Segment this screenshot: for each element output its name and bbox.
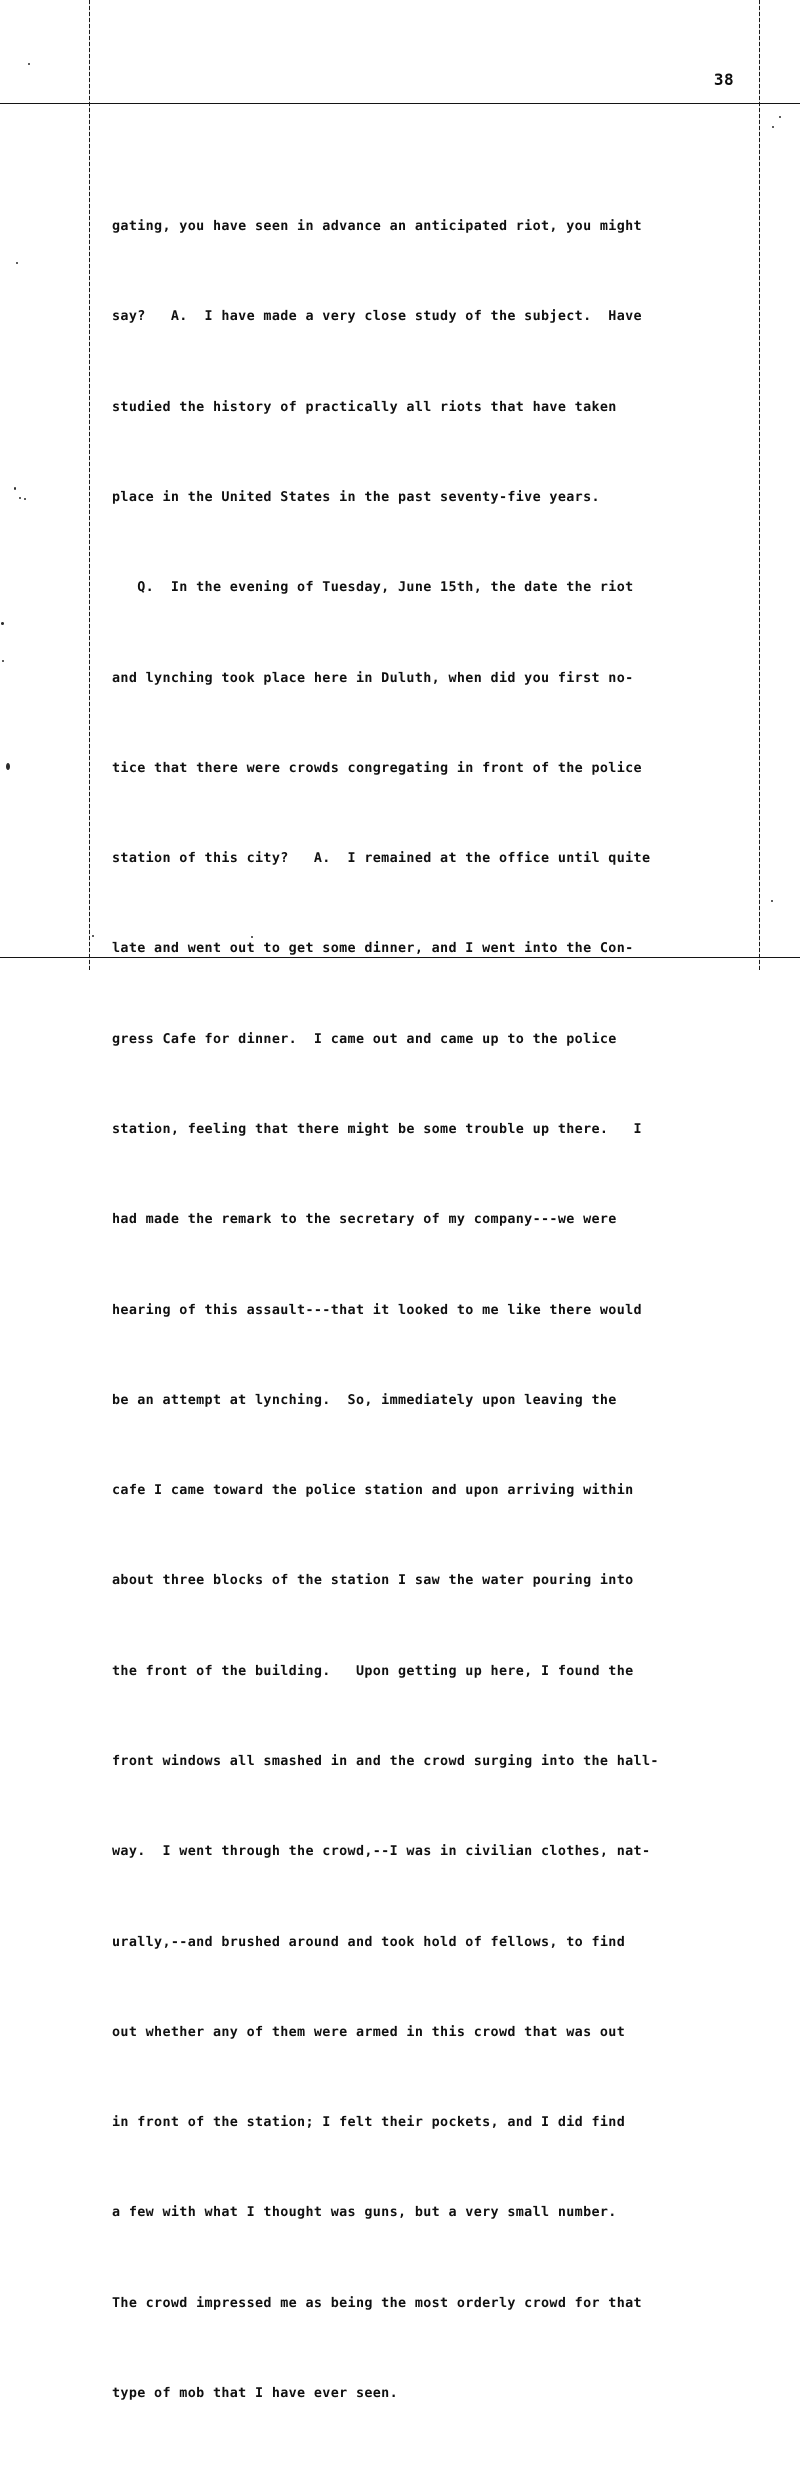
transcript-line: tice that there were crowds congregating in front of the police	[112, 760, 642, 776]
scan-speckle	[2, 660, 4, 662]
transcript-line: cafe I came toward the police station and upon arriving within	[112, 1483, 634, 1499]
frame-rule-horizontal-top	[0, 103, 800, 104]
transcript-line: late and went out to get some dinner, and I went into the Con-	[112, 941, 634, 957]
transcript-line: hearing of this assault---that it looked to me like there would	[112, 1302, 642, 1318]
scan-speckle	[92, 935, 94, 937]
transcript-line: urally,--and brushed around and took hold of fellows, to find	[112, 1934, 626, 1950]
frame-rule-vertical-right	[759, 0, 760, 970]
transcript-line: say? A. I have made a very close study of the subject. Have	[112, 309, 642, 325]
transcript-line: the front of the building. Upon getting up here, I found the	[112, 1663, 634, 1679]
transcript-line: had made the remark to the secretary of my company---we were	[112, 1212, 617, 1228]
scan-speckle	[16, 262, 18, 264]
transcript-line: out whether any of them were armed in this crowd that was out	[112, 2024, 626, 2040]
scan-speckle	[28, 63, 30, 65]
frame-rule-vertical-left	[89, 0, 90, 970]
transcript-line: type of mob that I have ever seen.	[112, 2385, 399, 2401]
transcript-line: studied the history of practically all riots that have taken	[112, 399, 617, 415]
scan-speckle	[1, 622, 4, 625]
transcript-line: and lynching took place here in Duluth, when did you first no-	[112, 670, 634, 686]
scan-speckle	[771, 900, 773, 902]
transcript-line: front windows all smashed in and the crowd surging into the hall-	[112, 1753, 659, 1769]
scan-speckle	[6, 763, 10, 770]
scan-speckle	[779, 116, 781, 118]
scan-speckle	[251, 936, 253, 938]
transcript-line: gress Cafe for dinner. I came out and came up to the police	[112, 1031, 617, 1047]
scan-speckle	[14, 487, 16, 490]
transcript-line: Q. In the evening of Tuesday, June 15th, the date the riot	[112, 580, 634, 596]
scan-speckle	[19, 497, 21, 499]
transcript-line: a few with what I thought was guns, but a very small number.	[112, 2205, 617, 2221]
transcript-line: in front of the station; I felt their pockets, and I did find	[112, 2115, 626, 2131]
scan-speckle	[24, 498, 26, 500]
transcript-line: place in the United States in the past seventy-five years.	[112, 490, 600, 506]
transcript-line: about three blocks of the station I saw the water pouring into	[112, 1573, 634, 1589]
transcript-text	[112, 152, 752, 2469]
transcript-line: station of this city? A. I remained at the office until quite	[112, 851, 651, 867]
transcript-line: way. I went through the crowd,--I was in civilian clothes, nat-	[112, 1844, 651, 1860]
transcript-line: The crowd impressed me as being the most orderly crowd for that	[112, 2295, 642, 2311]
scan-speckle	[772, 126, 774, 128]
transcript-line: be an attempt at lynching. So, immediately upon leaving the	[112, 1392, 617, 1408]
page-number: 38	[713, 70, 735, 89]
transcript-line: gating, you have seen in advance an anticipated riot, you might	[112, 219, 642, 235]
transcript-line: station, feeling that there might be some trouble up there. I	[112, 1122, 642, 1137]
